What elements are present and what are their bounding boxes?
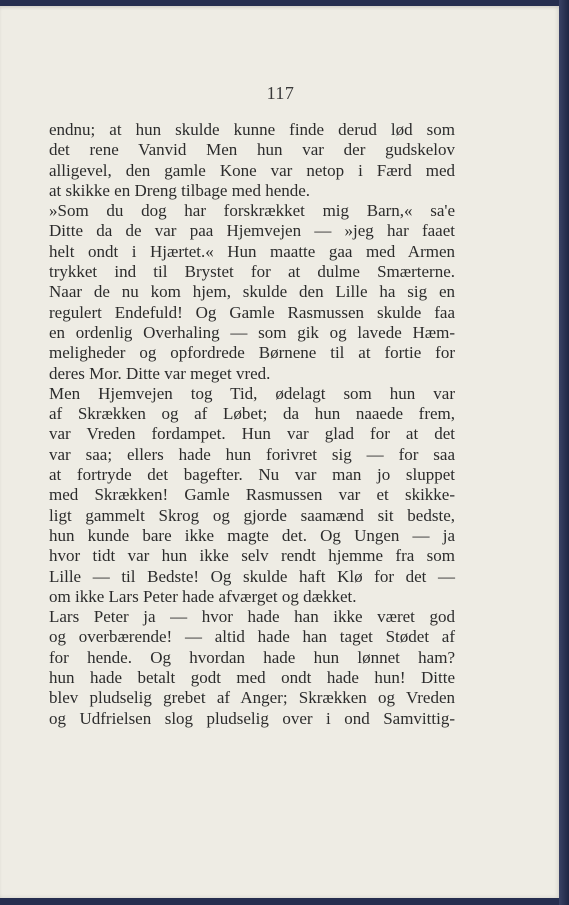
text-line: af Skrækken og af Løbet; da hun naaede frem, — [49, 404, 455, 424]
text-line: om ikke Lars Peter hade afværget og dækket. — [49, 586, 357, 606]
text-line: helt ondt i Hjærtet.« Hun maatte gaa med Armen — [49, 241, 455, 261]
text-line: og overbærende! — altid hade han taget Stødet af — [49, 627, 455, 647]
page-number: 117 — [266, 83, 295, 103]
text-line: Ditte da de var paa Hjemvejen — »jeg har faaet — [49, 221, 455, 241]
text-line: ligt gammelt Skrog og gjorde saamænd sit bedste, — [49, 505, 455, 525]
text-line: endnu; at hun skulde kunne finde derud lød som — [49, 120, 455, 139]
text-line: det rene Vanvid Men hun var der gudskelov — [49, 140, 455, 160]
text-line: meligheder og opfordrede Børnene til at fortie for — [49, 343, 455, 363]
book-page — [0, 6, 561, 898]
body-text — [49, 120, 455, 729]
text-line: hvor tidt var hun ikke selv rendt hjemme fra som — [49, 546, 455, 566]
text-line: at skikke en Dreng tilbage med hende. — [49, 180, 311, 200]
text-line: hun hade betalt godt med ondt hade hun! Ditte — [49, 668, 455, 688]
text-line: hun kunde bare ikke magte det. Og Ungen — ja — [49, 525, 455, 545]
text-line: trykket ind til Brystet for at dulme Smærterne. — [49, 262, 455, 282]
text-line: blev pludselig grebet af Anger; Skrækken og Vreden — [49, 688, 455, 708]
text-line: med Skrækken! Gamle Rasmussen var et skikke- — [49, 485, 455, 505]
book-edge — [559, 0, 569, 905]
text-line: Naar de nu kom hjem, skulde den Lille ha sig en — [49, 282, 455, 302]
text-line: deres Mor. Ditte var meget vred. — [49, 363, 271, 383]
text-line: og Udfrielsen slog pludselig over i ond Samvittig- — [49, 708, 455, 728]
text-line: »Som du dog har forskrækket mig Barn,« sa'e — [49, 201, 455, 221]
text-line: en ordenlig Overhaling — som gik og lavede Hæm- — [49, 322, 455, 342]
text-line: Lille — til Bedste! Og skulde haft Klø for det — — [49, 566, 455, 586]
text-line: Lars Peter ja — hvor hade han ikke været god — [49, 607, 455, 627]
text-line: Men Hjemvejen tog Tid, ødelagt som hun var — [49, 383, 455, 403]
text-line: alligevel, den gamle Kone var netop i Færd med — [49, 160, 455, 180]
text-line: for hende. Og hvordan hade hun lønnet ham? — [49, 647, 455, 667]
text-line: regulert Endefuld! Og Gamle Rasmussen skulde faa — [49, 302, 455, 322]
text-line: at fortryde det bagefter. Nu var man jo sluppet — [49, 465, 455, 485]
text-line: var Vreden fordampet. Hun var glad for at det — [49, 424, 455, 444]
text-line: var saa; ellers hade hun forivret sig — for saa — [49, 444, 455, 464]
